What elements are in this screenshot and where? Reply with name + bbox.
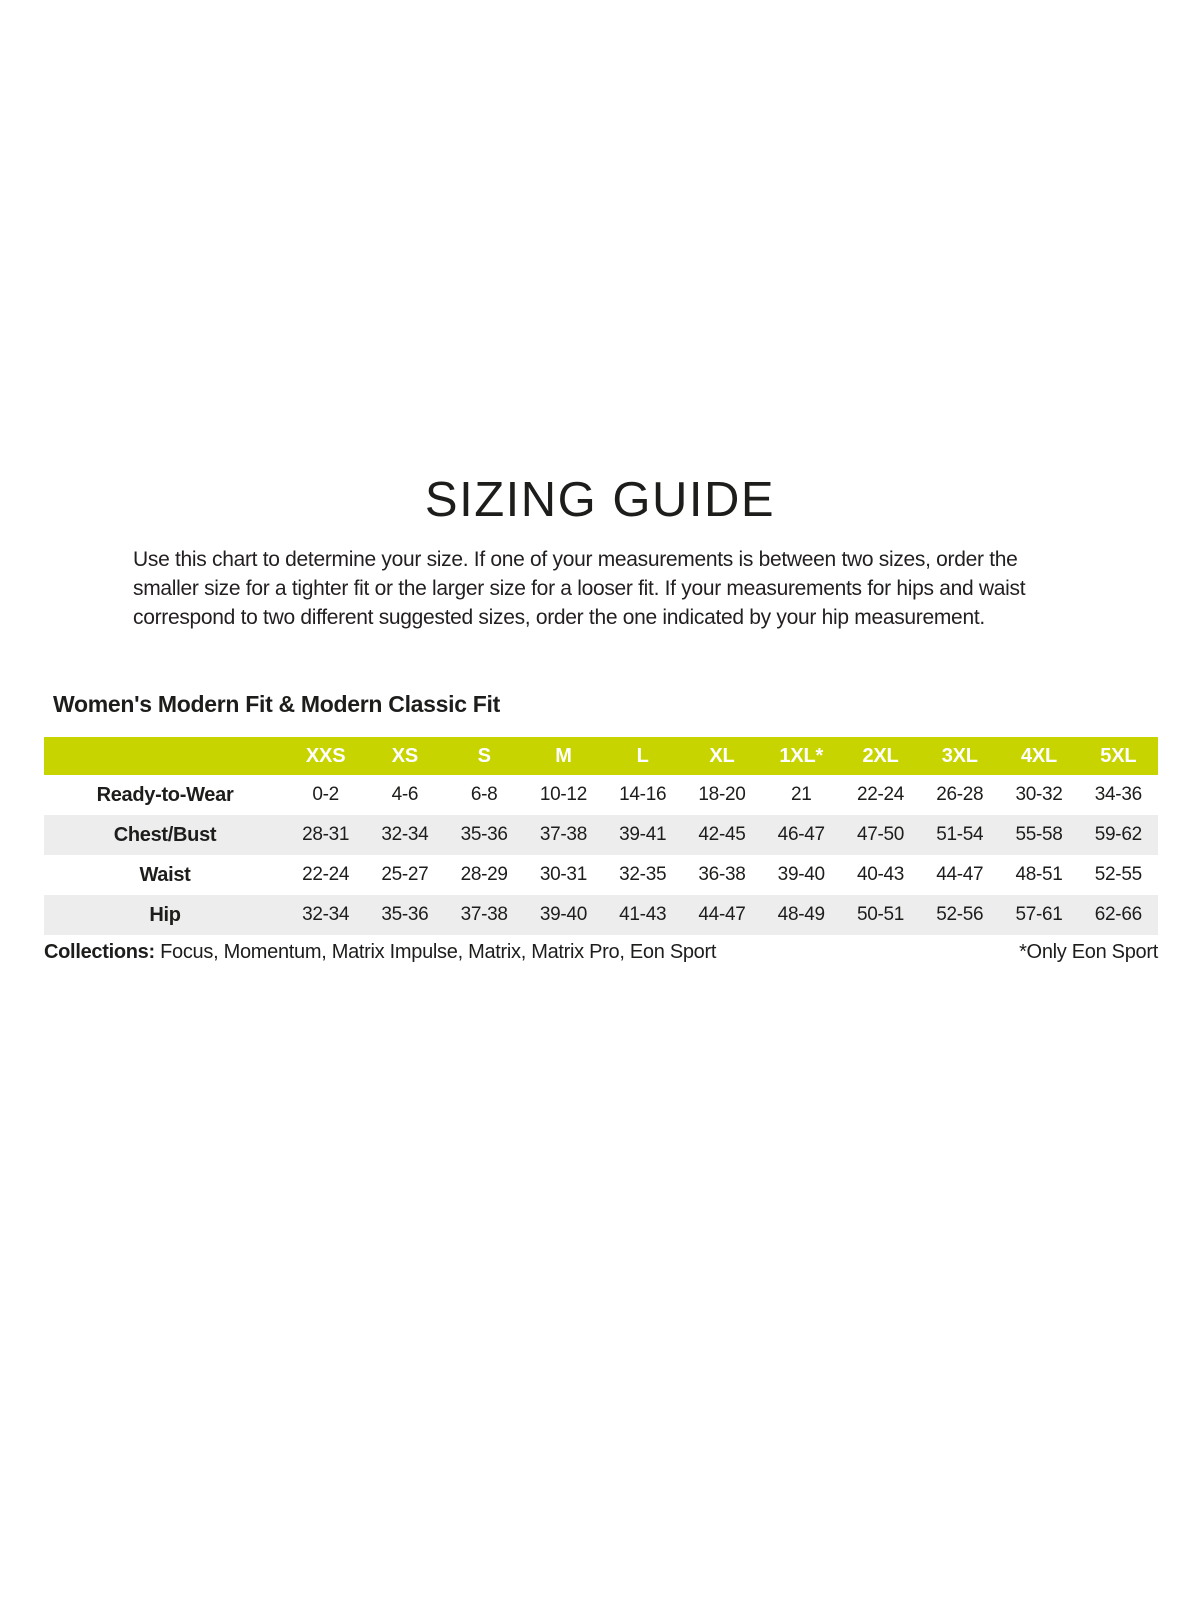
cell: 22-24 (856, 784, 905, 805)
cell: 32-35 (619, 864, 667, 885)
cell: 62-66 (1079, 895, 1158, 935)
cell: 59-62 (1079, 815, 1158, 855)
section-heading-womens-modern-fit: Women's Modern Fit & Modern Classic Fit (53, 691, 500, 717)
cell: 41-43 (603, 895, 682, 935)
row-label: Waist (139, 863, 191, 886)
header-cell-5xl: 5XL (1079, 737, 1158, 775)
cell: 36-38 (698, 864, 746, 885)
header-cell-s: S (445, 737, 524, 775)
cell: 6-8 (470, 784, 498, 805)
row-label: Hip (44, 895, 286, 935)
header-cell-3xl: 3XL (920, 737, 999, 775)
cell: 47-50 (841, 815, 920, 855)
collections-list: Focus, Momentum, Matrix Impulse, Matrix, Matrix Pro, Eon Sport (154, 941, 717, 963)
cell: 28-29 (460, 864, 508, 885)
cell: 50-51 (841, 895, 920, 935)
cell: 48-51 (1015, 864, 1063, 885)
cell: 52-56 (920, 895, 999, 935)
header-cell-1xl: 1XL* (762, 737, 841, 775)
size-chart (44, 737, 1158, 935)
cell: 52-55 (1094, 864, 1142, 885)
cell: 35-36 (445, 815, 524, 855)
header-cell-l: L (603, 737, 682, 775)
cell: 30-32 (1015, 784, 1063, 805)
cell: 34-36 (1094, 784, 1142, 805)
cell: 32-34 (286, 895, 365, 935)
header-cell-2xl: 2XL (841, 737, 920, 775)
size-chart-table (44, 737, 1158, 935)
cell: 22-24 (302, 864, 350, 885)
collections-footer (44, 941, 1158, 964)
cell: 21 (790, 784, 812, 805)
cell: 35-36 (365, 895, 444, 935)
cell: 39-41 (603, 815, 682, 855)
header-cell-m: M (524, 737, 603, 775)
cell: 26-28 (936, 784, 984, 805)
cell: 55-58 (999, 815, 1078, 855)
cell: 51-54 (920, 815, 999, 855)
table-row-chest-bust (44, 815, 1158, 855)
cell: 37-38 (524, 815, 603, 855)
cell: 57-61 (999, 895, 1078, 935)
cell: 39-40 (777, 864, 825, 885)
header-cell-xs: XS (365, 737, 444, 775)
header-cell-empty (44, 737, 286, 775)
cell: 37-38 (445, 895, 524, 935)
table-row-waist (44, 855, 1158, 895)
cell: 40-43 (856, 864, 905, 885)
cell: 14-16 (619, 784, 667, 805)
table-row-ready-to-wear (44, 775, 1158, 815)
cell: 25-27 (381, 864, 429, 885)
cell: 18-20 (698, 784, 746, 805)
cell: 42-45 (682, 815, 761, 855)
cell: 10-12 (539, 784, 587, 805)
cell: 46-47 (762, 815, 841, 855)
cell: 0-2 (312, 784, 339, 805)
header-cell-4xl: 4XL (999, 737, 1078, 775)
collections-text (44, 941, 716, 964)
size-chart-header-row (44, 737, 1158, 775)
intro-paragraph: Use this chart to determine your size. If one of your measurements is between two sizes, order the smaller size for a tighter fit or the larger size for a looser fit. If your measurements for hips and waist correspond to two different suggested sizes, order the one indicated by your hip measurement. (133, 548, 1026, 629)
cell: 28-31 (286, 815, 365, 855)
cell: 48-49 (762, 895, 841, 935)
cell: 44-47 (936, 864, 984, 885)
header-cell-xl: XL (682, 737, 761, 775)
cell: 44-47 (682, 895, 761, 935)
row-label: Ready-to-Wear (96, 783, 234, 806)
cell: 39-40 (524, 895, 603, 935)
cell: 30-31 (539, 864, 587, 885)
cell: 32-34 (365, 815, 444, 855)
footnote-only-eon-sport: *Only Eon Sport (1019, 941, 1158, 963)
collections-label: Collections: (44, 941, 155, 963)
table-row-hip (44, 895, 1158, 935)
cell: 4-6 (391, 784, 419, 805)
header-cell-xxs: XXS (286, 737, 365, 775)
row-label: Chest/Bust (44, 815, 286, 855)
page-title: SIZING GUIDE (424, 473, 776, 527)
